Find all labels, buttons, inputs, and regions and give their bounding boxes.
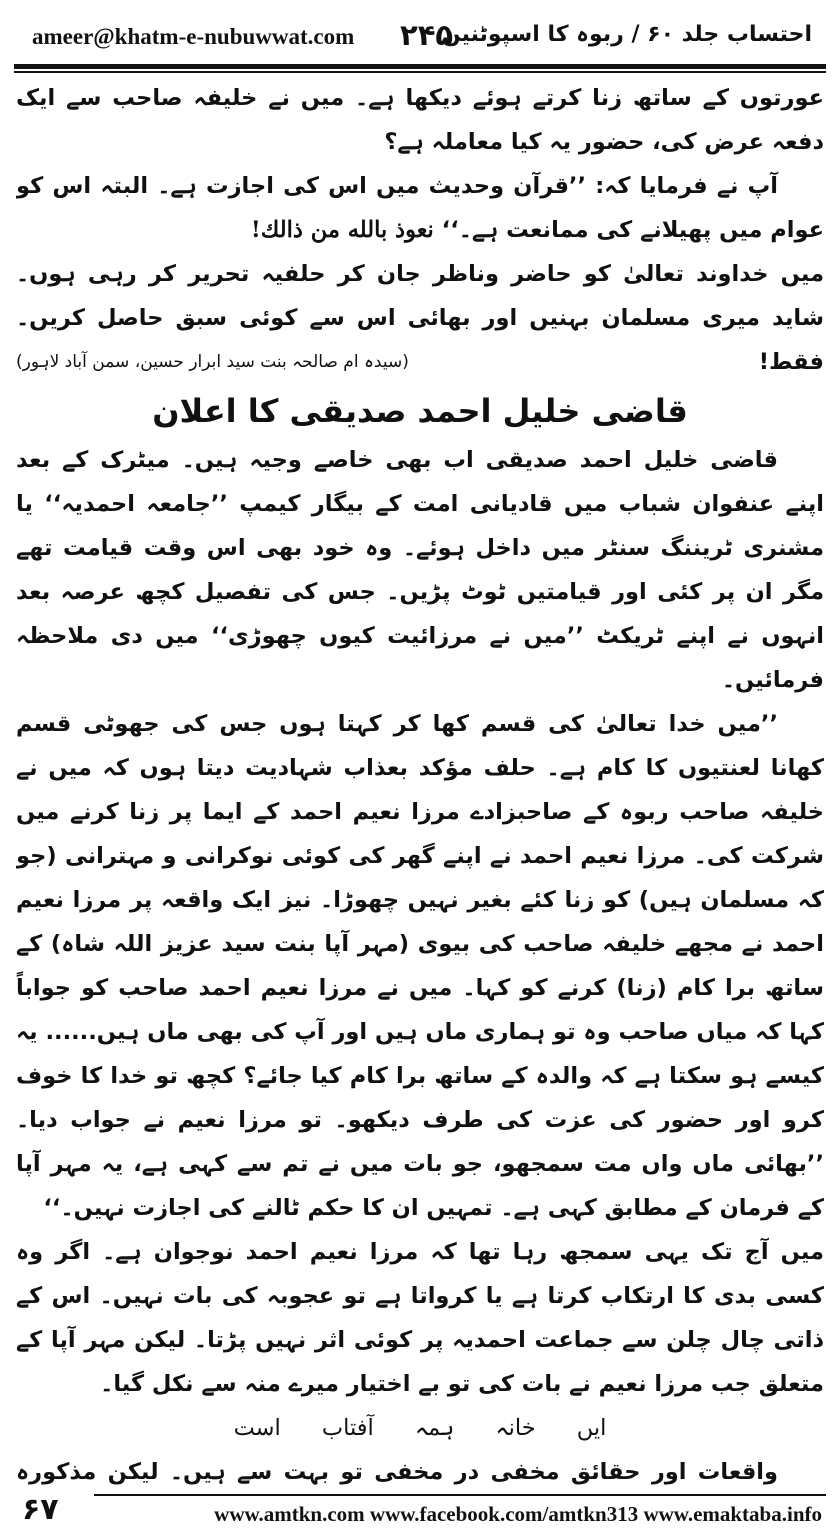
page-footer xyxy=(14,1492,826,1536)
page-body xyxy=(16,76,824,1488)
header-rule-thick xyxy=(14,64,826,69)
header-rule-thin xyxy=(14,71,826,73)
arabic-phrase: نعوذ بالله من ذالك! xyxy=(250,217,434,243)
page-number: ۶۷ xyxy=(22,1492,59,1527)
header-volume-number: ۲۴۵ xyxy=(400,18,454,52)
header-book-title: احتساب جلد ۶۰ / ربوہ کا اسپوٹنین xyxy=(441,22,812,47)
persian-verse: ایں خانہ ہمہ آفتاب است xyxy=(233,1415,607,1441)
paragraph-6: میں آج تک یہی سمجھ رہا تھا کہ مرزا نعیم احمد نوجوان ہے۔ اگر وہ کسی بدی کا ارتکاب کرتا ہے یا کرواتا ہے تو عجوبہ کی بات نہیں۔ اس کے ذاتی چال چلن سے جماعت احمدیہ پر کوئی اثر نہیں پڑتا۔ لیکن مہر آپا کے متعلق جب مرزا نعیم نے بات کی تو بے اختیار میرے منہ سے نکل گیا۔ xyxy=(16,1239,824,1397)
paragraph-2 xyxy=(16,164,824,252)
footer-urls: www.amtkn.com www.facebook.com/amtkn313 www.emaktaba.info xyxy=(214,1502,822,1526)
paragraph-3-text: میں خداوند تعالیٰ کو حاضر وناظر جان کر حلفیہ تحریر کر رہی ہوں۔ شاید میری مسلمان بہنیں اور بھائی اس سے کوئی سبق حاصل کریں۔ فقط! xyxy=(16,261,824,375)
paragraph-4: قاضی خلیل احمد صدیقی اب بھی خاصے وجیہ ہیں۔ میٹرک کے بعد اپنے عنفوان شباب میں قادیانی امت کے بیگار کیمپ ’’جامعہ احمدیہ‘‘ یا مشنری ٹریننگ سنٹر میں داخل ہوئے۔ وہ خود بھی اس وقت قیامت تھے مگر ان پر کئی اور قیامتیں ٹوٹ پڑیں۔ جس کی تفصیل کچھ عرصہ بعد انہوں نے اپنے ٹریکٹ ’’میں نے مرزائیت کیوں چھوڑی‘‘ میں دی ملاحظہ فرمائیں۔ xyxy=(16,447,824,693)
paragraph-3 xyxy=(16,252,824,384)
page-header xyxy=(18,14,822,66)
section-heading: قاضی خلیل احمد صدیقی کا اعلان xyxy=(152,392,688,430)
header-email: ameer@khatm-e-nubuwwat.com xyxy=(32,24,355,49)
footer-rule xyxy=(94,1494,826,1496)
signature: (سیدہ ام صالحہ بنت سید ابرار حسین، سمن آباد لاہور) xyxy=(16,352,409,372)
paragraph-7: واقعات اور حقائق مخفی در مخفی تو بہت سے ہیں۔ لیکن مذکورہ xyxy=(16,1459,778,1485)
quote-paragraph: ’’میں خدا تعالیٰ کی قسم کھا کر کہتا ہوں جس کی جھوٹی قسم کھانا لعنتیوں کا کام ہے۔ حلف مؤکد بعذاب شہادیت دیتا ہوں کہ میں نے خلیفہ صاحب ربوہ کے صاحبزادے مرزا نعیم احمد کے ایما پر زنا کرنے میں شرکت کی۔ مرزا نعیم احمد نے اپنے گھر کی کوئی نوکرانی و مہترانی (جو کہ مسلمان ہیں) کو زنا کئے بغیر نہیں چھوڑا۔ نیز ایک واقعہ پر مرزا نعیم احمد نے مجھے خلیفہ صاحب کی بیوی (مہر آپا بنت سید عزیز اللہ شاہ) کے ساتھ برا کام (زنا) کرنے کو کہا۔ میں نے مرزا نعیم احمد صاحب کو جواباً کہا کہ میاں صاحب وہ تو ہماری ماں ہیں اور آپ کی بھی ماں ہیں...... یہ کیسے ہو سکتا ہے کہ والدہ کے ساتھ برا کام کیا جائے؟ کچھ تو خدا کا خوف کرو اور حضور کی عزت کی طرف دیکھو۔ تو مرزا نعیم نے جواب دیا۔ ’’بھائی ماں واں مت سمجھو، جو بات میں نے تم سے کہی ہے، یہ مہر آپا کے فرمان کے مطابق کہی ہے۔ تمہیں ان کا حکم ٹالنے کی اجازت نہیں۔‘‘ xyxy=(16,711,824,1221)
paragraph-2-text: آپ نے فرمایا کہ: ’’قرآن وحدیث میں اس کی اجازت ہے۔ البتہ اس کو عوام میں پھیلانے کی ممانعت ہے۔‘‘ xyxy=(16,173,824,243)
paragraph-1: عورتوں کے ساتھ زنا کرتے ہوئے دیکھا ہے۔ میں نے خلیفہ صاحب سے ایک دفعہ عرض کی، حضور یہ کیا معاملہ ہے؟ xyxy=(16,85,824,155)
